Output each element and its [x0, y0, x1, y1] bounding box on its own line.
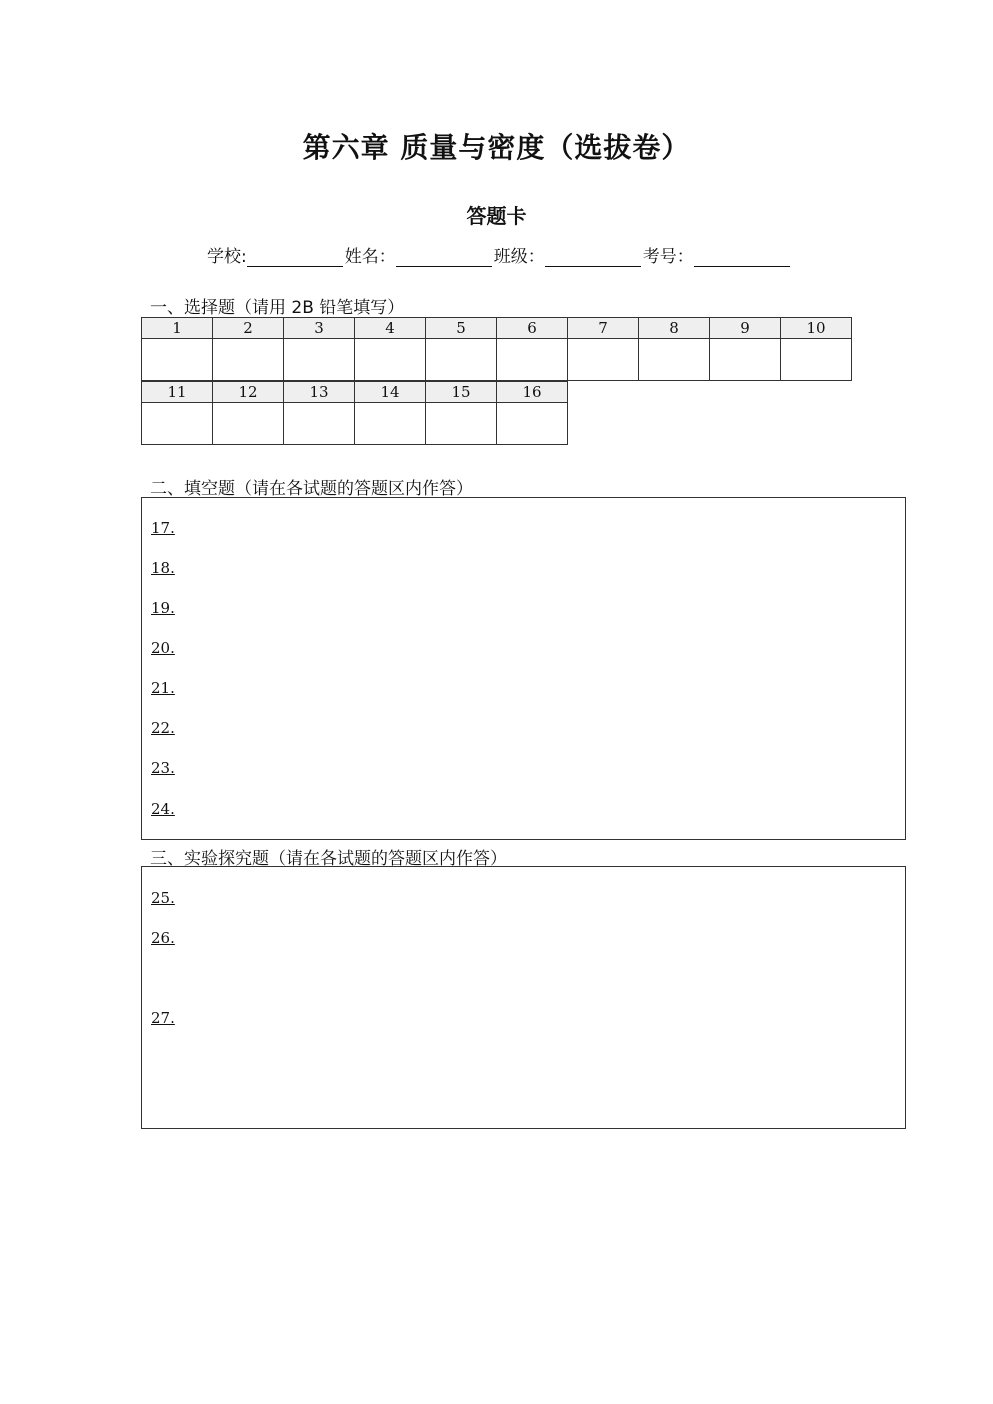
question-item: 27. — [151, 1009, 175, 1027]
question-item: 25. — [151, 889, 175, 907]
name-label: 姓名： — [344, 247, 396, 267]
section-experiment-heading: 三、实验探究题（请在各试题的答题区内作答） — [150, 849, 507, 869]
choice-answer-cell[interactable] — [142, 403, 213, 445]
question-item: 23. — [151, 759, 175, 777]
choice-answer-cell[interactable] — [426, 339, 497, 381]
choice-number: 9 — [710, 318, 781, 339]
choice-number: 4 — [355, 318, 426, 339]
choice-answer-cell[interactable] — [497, 339, 568, 381]
choice-number: 12 — [213, 382, 284, 403]
choice-answer-cell[interactable] — [284, 403, 355, 445]
choice-number: 10 — [781, 318, 852, 339]
question-item: 21. — [151, 679, 175, 697]
choice-number: 8 — [639, 318, 710, 339]
choice-number: 15 — [426, 382, 497, 403]
page-title: 第六章 质量与密度（选拔卷） — [302, 131, 691, 164]
choice-number: 14 — [355, 382, 426, 403]
question-item: 24. — [151, 800, 175, 818]
choice-number: 13 — [284, 382, 355, 403]
choice-answer-cell[interactable] — [497, 403, 568, 445]
choice-answer-cell[interactable] — [426, 403, 497, 445]
choice-grid-row1 — [141, 317, 852, 381]
choice-number: 16 — [497, 382, 568, 403]
choice-answer-cell[interactable] — [213, 339, 284, 381]
choice-number: 5 — [426, 318, 497, 339]
section-fill-heading: 二、填空题（请在各试题的答题区内作答） — [150, 479, 473, 499]
section-choice-heading: 一、选择题（请用 2B 铅笔填写） — [150, 298, 405, 318]
question-item: 22. — [151, 719, 175, 737]
question-item: 20. — [151, 639, 175, 657]
choice-number: 7 — [568, 318, 639, 339]
choice-number: 11 — [142, 382, 213, 403]
choice-number: 1 — [142, 318, 213, 339]
school-label: 学校: — [207, 247, 247, 267]
school-field[interactable] — [247, 246, 343, 267]
class-label: 班级： — [493, 247, 545, 267]
fill-answer-area[interactable] — [141, 497, 906, 840]
choice-answer-cell[interactable] — [639, 339, 710, 381]
exam-number-label: 考号： — [642, 247, 694, 267]
choice-answer-cell[interactable] — [710, 339, 781, 381]
question-item: 26. — [151, 929, 175, 947]
answer-card-subtitle: 答题卡 — [466, 204, 527, 228]
choice-answer-cell[interactable] — [568, 339, 639, 381]
experiment-answer-area[interactable] — [141, 866, 906, 1129]
choice-answer-cell[interactable] — [355, 403, 426, 445]
choice-answer-cell[interactable] — [355, 339, 426, 381]
exam-number-field[interactable] — [694, 246, 790, 267]
question-item: 19. — [151, 599, 175, 617]
student-info-row — [207, 242, 792, 267]
name-field[interactable] — [396, 246, 492, 267]
choice-answer-cell[interactable] — [284, 339, 355, 381]
choice-number: 6 — [497, 318, 568, 339]
question-item: 17. — [151, 519, 175, 537]
choice-grid-row2 — [141, 381, 568, 445]
choice-number: 2 — [213, 318, 284, 339]
class-field[interactable] — [545, 246, 641, 267]
choice-answer-cell[interactable] — [142, 339, 213, 381]
choice-answer-cell[interactable] — [781, 339, 852, 381]
choice-answer-cell[interactable] — [213, 403, 284, 445]
question-item: 18. — [151, 559, 175, 577]
choice-number: 3 — [284, 318, 355, 339]
